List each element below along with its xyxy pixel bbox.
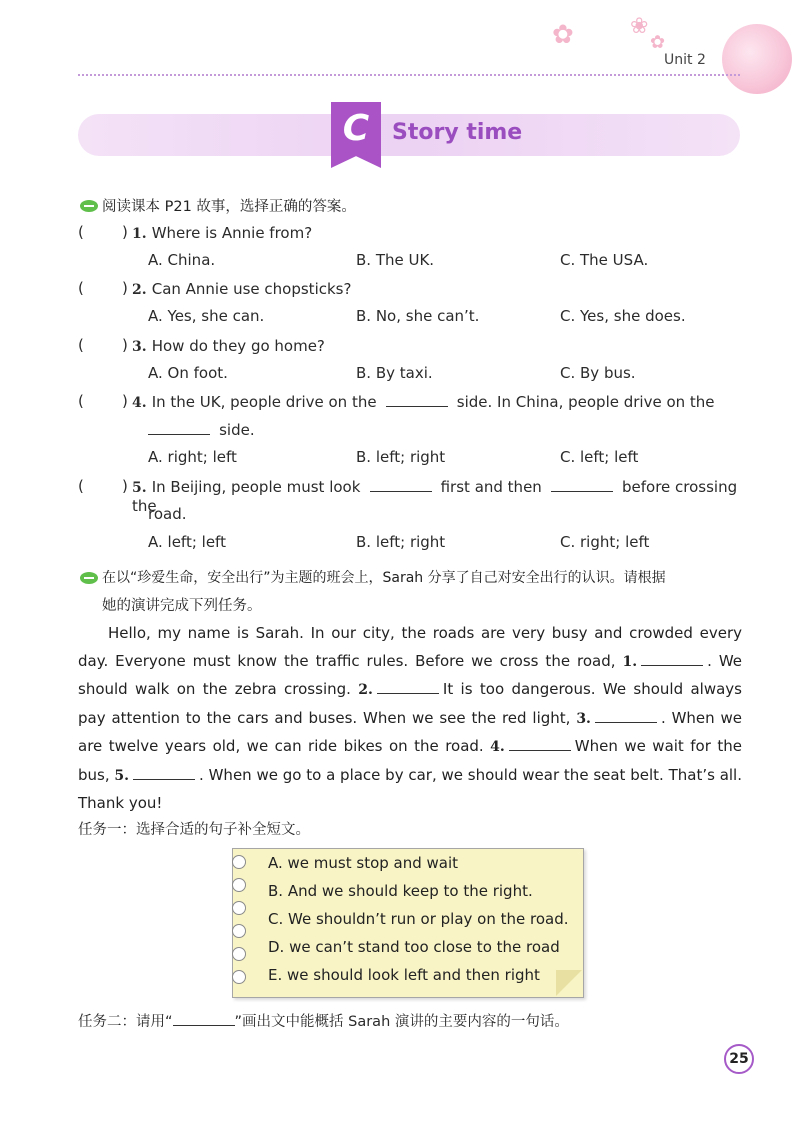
fill-blank[interactable] [148, 420, 210, 435]
header-divider [78, 74, 740, 76]
passage-text: It is too dangerous. We should always [442, 680, 742, 698]
question-number: 2. [132, 282, 147, 298]
blank-number: 2. [358, 682, 373, 698]
passage-text: . When we [660, 708, 743, 727]
task-two-text: 任务二：请用“ [78, 1014, 173, 1030]
question-text: Where is Annie from? [151, 224, 313, 242]
question-text: side. In China, people drive on the [456, 393, 715, 411]
passage [78, 620, 742, 818]
question-number: 5. [132, 480, 147, 496]
unit-label: Unit 2 [664, 52, 706, 68]
part-two-instruction: 她的演讲完成下列任务。 [102, 598, 262, 614]
question-text: first and then [440, 478, 542, 496]
question-1 [132, 223, 312, 242]
choice-c: C. We shouldn’t run or play on the road. [268, 910, 569, 928]
page-number: 25 [724, 1044, 754, 1074]
underline-sample [173, 1011, 235, 1026]
passage-line [78, 733, 742, 762]
option-a: A. On foot. [148, 364, 228, 382]
part-two-instruction: 在以“珍爱生命，安全出行”为主题的班会上，Sarah 分享了自己对安全出行的认识。请根据 [102, 570, 666, 586]
section-letter: C [342, 108, 370, 149]
passage-line [78, 762, 742, 791]
passage-text: should walk on the zebra crossing. [78, 680, 351, 698]
passage-text: are twelve years old, we can ride bikes on the road. [78, 737, 484, 755]
option-c: C. left; left [560, 448, 639, 466]
question-5 [132, 477, 742, 515]
fill-blank[interactable] [551, 477, 613, 492]
ring-binder-icon [232, 947, 246, 961]
fill-blank[interactable] [386, 392, 448, 407]
choice-a: A. we must stop and wait [268, 854, 459, 872]
question-4-continued [148, 420, 255, 439]
option-c: C. Yes, she does. [560, 307, 686, 325]
choice-d: D. we can’t stand too close to the road [268, 938, 560, 956]
passage-line [78, 676, 742, 705]
option-a: A. China. [148, 251, 216, 269]
question-2 [132, 279, 351, 298]
question-number: 3. [132, 339, 147, 355]
passage-line: Thank you! [78, 794, 163, 812]
passage-line [78, 648, 742, 677]
question-3 [132, 336, 325, 355]
part-two-badge-icon [80, 572, 98, 584]
answer-bracket[interactable]: ( ) [78, 477, 128, 495]
question-number: 4. [132, 395, 147, 411]
fill-blank[interactable] [509, 736, 571, 751]
pink-circle-decoration [722, 24, 792, 94]
passage-text: bus, [78, 765, 110, 784]
task-one: 任务一：选择合适的句子补全短文。 [78, 822, 310, 838]
question-4 [132, 392, 742, 411]
option-b: B. left; right [356, 533, 446, 551]
passage-line: Hello, my name is Sarah. In our city, the roads are very busy and crowded every [108, 624, 742, 642]
fill-blank[interactable] [641, 651, 703, 666]
blossom-decoration: ❀ [630, 14, 649, 39]
option-a: A. Yes, she can. [148, 307, 265, 325]
question-text: In Beijing, people must look [151, 478, 361, 496]
blank-number: 5. [114, 767, 130, 784]
passage-text: day. Everyone must know the traffic rules. Before we cross the road, [78, 651, 616, 670]
fill-blank[interactable] [133, 765, 195, 780]
fill-blank[interactable] [595, 708, 657, 723]
passage-text: pay attention to the cars and buses. When we see the red light, [78, 708, 571, 727]
blossom-decoration: ✿ [650, 32, 666, 53]
ring-binder-icon [232, 924, 246, 938]
task-two-text: ”画出文中能概括 Sarah 演讲的主要内容的一句话。 [234, 1014, 569, 1030]
section-title: Story time [392, 120, 523, 145]
option-c: C. right; left [560, 533, 650, 551]
fill-blank[interactable] [370, 477, 432, 492]
choice-e: E. we should look left and then right [268, 966, 540, 984]
option-b: B. By taxi. [356, 364, 433, 382]
choice-b: B. And we should keep to the right. [268, 882, 533, 900]
passage-text: When we wait for the [574, 737, 742, 755]
ring-binder-icon [232, 855, 246, 869]
task-two [78, 1010, 569, 1031]
question-text: How do they go home? [151, 337, 325, 355]
question-text: In the UK, people drive on the [151, 393, 377, 411]
blank-number: 3. [576, 710, 591, 727]
answer-bracket[interactable]: ( ) [78, 336, 128, 354]
option-a: A. left; left [148, 533, 226, 551]
ring-binder-icon [232, 878, 246, 892]
part-one-badge-icon [80, 200, 98, 212]
question-text: Can Annie use chopsticks? [151, 280, 352, 298]
blank-number: 4. [490, 739, 505, 755]
option-b: B. The UK. [356, 251, 435, 269]
option-a: A. right; left [148, 448, 237, 466]
option-c: C. By bus. [560, 364, 636, 382]
passage-text: . When we go to a place by car, we should wear the seat belt. That’s all. [199, 765, 742, 784]
option-b: B. No, she can’t. [356, 307, 480, 325]
answer-bracket[interactable]: ( ) [78, 392, 128, 410]
fill-blank[interactable] [377, 679, 439, 694]
question-number: 1. [132, 226, 147, 242]
question-text: road. [148, 505, 187, 523]
question-text: side. [219, 421, 255, 439]
option-c: C. The USA. [560, 251, 649, 269]
answer-bracket[interactable]: ( ) [78, 279, 128, 297]
passage-line [78, 705, 742, 734]
answer-bracket[interactable]: ( ) [78, 223, 128, 241]
blank-number: 1. [622, 653, 638, 670]
ring-binder-icon [232, 901, 246, 915]
passage-text: . We [707, 651, 743, 670]
option-b: B. left; right [356, 448, 446, 466]
blossom-decoration: ✿ [552, 20, 574, 50]
ring-binder-icon [232, 970, 246, 984]
part-one-instruction: 阅读课本 P21 故事，选择正确的答案。 [102, 199, 356, 215]
question-text: before crossing the [132, 478, 738, 515]
